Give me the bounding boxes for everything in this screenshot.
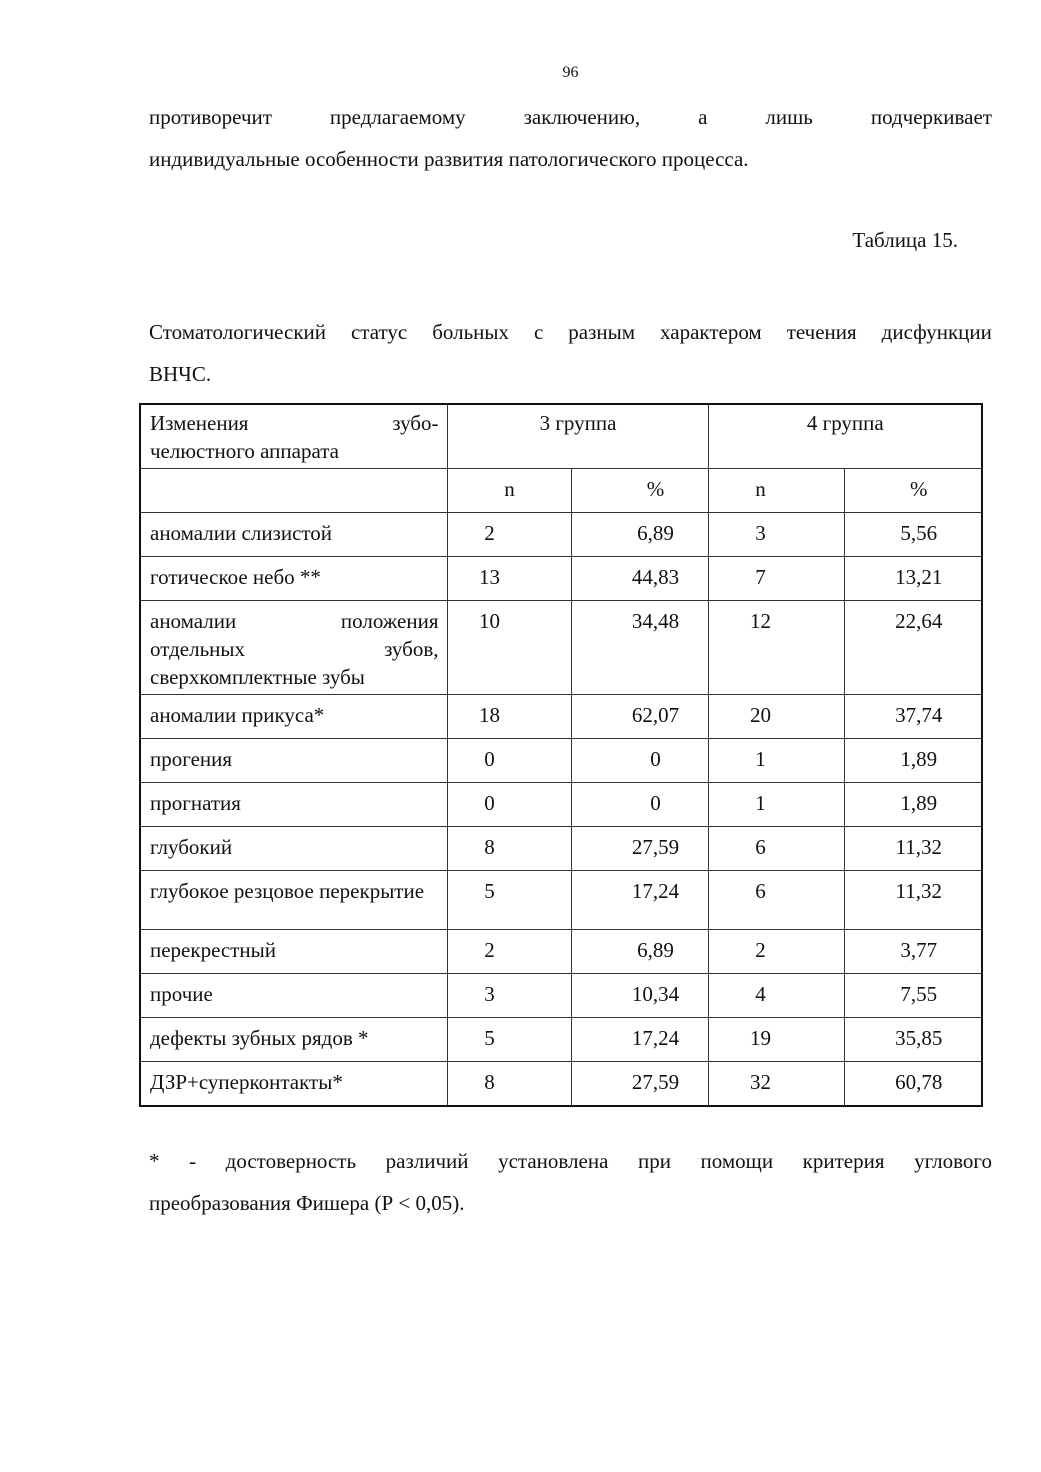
row-label-cell: глубокий: [140, 827, 447, 871]
word: установлена: [498, 1149, 609, 1173]
group3-pct-cell: 17,24: [571, 871, 708, 930]
group4-n-cell: 1: [708, 739, 844, 783]
word: заключению,: [523, 105, 641, 129]
subheader-n-3: n: [447, 469, 571, 513]
word: при: [637, 1149, 671, 1173]
table-row: [140, 871, 982, 930]
group4-pct-cell: 60,78: [844, 1062, 982, 1106]
group4-n-cell: 4: [708, 974, 844, 1018]
group4-pct-cell: 7,55: [844, 974, 982, 1018]
group4-n-cell: 1: [708, 783, 844, 827]
row-label-cell: перекрестный: [140, 930, 447, 974]
table-label: Таблица 15.: [852, 228, 958, 252]
header-changes-line-1: [150, 409, 439, 437]
group4-pct-cell: 11,32: [844, 827, 982, 871]
group3-n-cell: 2: [447, 930, 571, 974]
paragraph-continuation: [149, 96, 992, 180]
word: подчеркивает: [870, 105, 992, 129]
table-row: [140, 557, 982, 601]
group4-n-cell: 32: [708, 1062, 844, 1106]
word: -: [189, 1149, 197, 1173]
row-label-cell: аномалии прикуса*: [140, 695, 447, 739]
group4-n-cell: 20: [708, 695, 844, 739]
group4-pct-cell: 1,89: [844, 783, 982, 827]
row-label-cell: дефекты зубных рядов *: [140, 1018, 447, 1062]
subheader-pct-3: %: [571, 469, 708, 513]
group3-pct-cell: 27,59: [571, 1062, 708, 1106]
table-row: [140, 695, 982, 739]
footnote-line-2: преобразования Фишера (Р < 0,05).: [149, 1191, 465, 1215]
group4-n-cell: 6: [708, 827, 844, 871]
group4-pct-cell: 11,32: [844, 871, 982, 930]
row-label-cell: прогнатия: [140, 783, 447, 827]
table-row: [140, 974, 982, 1018]
row-label-cell: прочие: [140, 974, 447, 1018]
header-group-4: 4 группа: [708, 404, 982, 469]
group4-n-cell: 7: [708, 557, 844, 601]
subheader-n-4: n: [708, 469, 844, 513]
group3-pct-cell: 10,34: [571, 974, 708, 1018]
group3-pct-cell: 6,89: [571, 930, 708, 974]
word: разным: [568, 320, 636, 344]
table-row: [140, 1062, 982, 1106]
caption-line-2: ВНЧС.: [149, 362, 212, 386]
header-group-3: 3 группа: [447, 404, 708, 469]
table-header-row: [140, 404, 982, 469]
word: достоверность: [225, 1149, 357, 1173]
row-label-cell: готическое небо **: [140, 557, 447, 601]
group4-pct-cell: 37,74: [844, 695, 982, 739]
group4-n-cell: 3: [708, 513, 844, 557]
word: характером: [660, 320, 762, 344]
subheader-pct-4: %: [844, 469, 982, 513]
footnote: [149, 1140, 992, 1224]
page-number: 96: [562, 64, 579, 81]
group4-pct-cell: 3,77: [844, 930, 982, 974]
group4-pct-cell: 22,64: [844, 601, 982, 695]
subheader-empty-cell: [140, 469, 447, 513]
word: дисфункции: [881, 320, 992, 344]
row-label-cell: глубокое резцовое перекрытие: [140, 871, 447, 930]
table-row: [140, 513, 982, 557]
group4-pct-cell: 13,21: [844, 557, 982, 601]
table-subheader-row: [140, 469, 982, 513]
group3-n-cell: 18: [447, 695, 571, 739]
word: предлагаемому: [329, 105, 466, 129]
group4-n-cell: 2: [708, 930, 844, 974]
paragraph-line-2: индивидуальные особенности развития патологического процесса.: [149, 147, 749, 171]
word: а: [698, 105, 708, 129]
word: лишь: [765, 105, 813, 129]
group3-pct-cell: 34,48: [571, 601, 708, 695]
word: помощи: [700, 1149, 774, 1173]
row-label-cell: ДЗР+суперконтакты*: [140, 1062, 447, 1106]
group4-n-cell: 19: [708, 1018, 844, 1062]
word: различий: [385, 1149, 469, 1173]
table-row: [140, 1018, 982, 1062]
header-word: зубо-: [392, 411, 439, 435]
group3-n-cell: 3: [447, 974, 571, 1018]
table-caption: [149, 311, 992, 395]
group4-pct-cell: 5,56: [844, 513, 982, 557]
group3-pct-cell: 62,07: [571, 695, 708, 739]
word: больных: [432, 320, 510, 344]
table-row: [140, 601, 982, 695]
group3-pct-cell: 0: [571, 783, 708, 827]
group3-n-cell: 5: [447, 1018, 571, 1062]
header-changes-line-2: челюстного аппарата: [150, 439, 339, 463]
word: противоречит: [149, 105, 272, 129]
word: Стоматологический: [149, 320, 327, 344]
group3-pct-cell: 6,89: [571, 513, 708, 557]
group3-n-cell: 10: [447, 601, 571, 695]
row-label-cell: прогения: [140, 739, 447, 783]
header-changes-cell: [140, 404, 447, 469]
group3-n-cell: 0: [447, 783, 571, 827]
dental-status-table: [139, 403, 983, 1107]
group4-pct-cell: 1,89: [844, 739, 982, 783]
group3-pct-cell: 17,24: [571, 1018, 708, 1062]
group3-pct-cell: 27,59: [571, 827, 708, 871]
table-body: [140, 513, 982, 1106]
caption-line-1: [149, 311, 992, 353]
group3-n-cell: 8: [447, 827, 571, 871]
word: статус: [350, 320, 408, 344]
row-label-cell: аномалии положения отдельных зубов, сверхкомплектные зубы: [140, 601, 447, 695]
word: критерия: [802, 1149, 885, 1173]
footnote-line-1: [149, 1140, 992, 1182]
group4-pct-cell: 35,85: [844, 1018, 982, 1062]
table-row: [140, 739, 982, 783]
group3-n-cell: 8: [447, 1062, 571, 1106]
group4-n-cell: 12: [708, 601, 844, 695]
group3-n-cell: 0: [447, 739, 571, 783]
table-row: [140, 827, 982, 871]
group3-pct-cell: 0: [571, 739, 708, 783]
word: течения: [786, 320, 857, 344]
paragraph-line-1: [149, 96, 992, 138]
header-word: Изменения: [150, 411, 249, 435]
word: *: [149, 1149, 160, 1173]
table-row: [140, 930, 982, 974]
table-row: [140, 783, 982, 827]
row-label-cell: аномалии слизистой: [140, 513, 447, 557]
word: с: [534, 320, 544, 344]
group3-n-cell: 5: [447, 871, 571, 930]
word: углового: [914, 1149, 992, 1173]
group3-n-cell: 13: [447, 557, 571, 601]
group3-pct-cell: 44,83: [571, 557, 708, 601]
group4-n-cell: 6: [708, 871, 844, 930]
group3-n-cell: 2: [447, 513, 571, 557]
